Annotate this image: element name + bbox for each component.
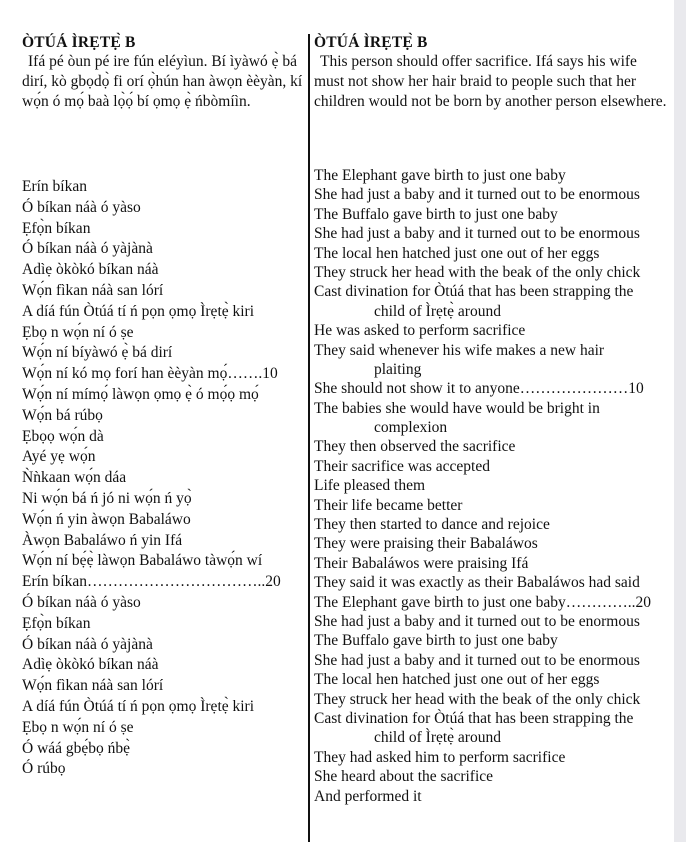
verse-line: Erín bíkan……………………………..20 [22, 573, 281, 591]
yoruba-intro: Ifá pé òun pé ire fún eléyìun. Bí ìyàwó ẹ̀ bá dirí, kò gbọdọ̀ fi orí ọ̀hún han àwọn èèyàn, kí wọ́n ó mọ́ baà lọ̀ọ́ bí ọmọ ẹ̀ ńbòmíìn. [22, 53, 303, 110]
verse-line: They were praising their Babaláwos [314, 535, 538, 553]
verse-line: Ẹbọọ wọ́n dà [22, 427, 104, 445]
verse-line: She had just a baby and it turned out to be enormous [314, 612, 640, 630]
verse-line: Ẹfọ̀n bíkan [22, 219, 91, 237]
verse-line: Ni wọ́n bá ń jó ni wọ́n ń yọ̀ [22, 489, 192, 507]
verse-line-continuation: child of Ìrẹtẹ̀ around [374, 729, 501, 747]
verse-line: Ó bíkan náà ó yàso [22, 198, 141, 216]
yoruba-verses [22, 177, 281, 780]
verse-line: Wọ́n ní bíyàwó ẹ̀ bá dirí [22, 344, 173, 362]
verse-line: Wọ́n ní mímọ́ làwọn ọmọ ẹ̀ ó mọ́ọ mọ́ [22, 385, 259, 403]
verse-line: Wọ́n ní kó mọ forí han èèyàn mọ́…….10 [22, 365, 278, 383]
english-verses [314, 166, 651, 806]
verse-line-continuation: plaiting [374, 360, 422, 378]
verse-line: Ǹǹkaan wọ́n dáa [22, 469, 127, 487]
verse-line: And performed it [314, 787, 422, 805]
verse-line: They struck her head with the beak of the only chick [314, 263, 641, 281]
verse-line: Ayé yẹ wọ́n [22, 448, 96, 466]
verse-line: Wọ́n bá rúbọ [22, 406, 103, 424]
verse-line: The Buffalo gave birth to just one baby [314, 632, 558, 650]
yoruba-column [22, 33, 304, 778]
verse-line: Ó wáá gbẹ́bọ ńbẹ̀ [22, 739, 131, 757]
verse-line: Adìẹ òkòkó bíkan náà [22, 261, 159, 279]
verse-line: Wọ́n fìkan náà san lórí [22, 677, 164, 695]
verse-line: Ó bíkan náà ó yàjànà [22, 635, 153, 653]
verse-line: A díá fún Òtúá tí ń pọn ọmọ Ìrẹtẹ̀ kiri [22, 697, 255, 715]
verse-line: Their life became better [314, 496, 463, 514]
english-column [314, 33, 670, 805]
verse-line: A díá fún Òtúá tí ń pọn ọmọ Ìrẹtẹ̀ kiri [22, 302, 255, 320]
verse-line: She had just a baby and it turned out to be enormous [314, 186, 640, 204]
verse-line: They said it was exactly as their Babaláwos had said [314, 574, 640, 592]
verse-line: Ẹbọ n wọ́n ní ó ṣe [22, 323, 134, 341]
verse-line: She should not show it to anyone…………………10 [314, 380, 644, 398]
verse-line: The local hen hatched just one out of her eggs [314, 671, 600, 689]
verse-line-continuation: child of Ìrẹtẹ̀ around [374, 302, 501, 320]
verse-line: They had asked him to perform sacrifice [314, 748, 566, 766]
verse-line: Life pleased them [314, 477, 426, 495]
verse-line: Ó bíkan náà ó yàso [22, 593, 141, 611]
verse-line: Cast divination for Òtúá that has been strapping the [314, 709, 634, 727]
verse-line: She had just a baby and it turned out to be enormous [314, 225, 640, 243]
verse-line: Wọ́n fìkan náà san lórí [22, 281, 164, 299]
verse-line: The babies she would have would be bright in [314, 399, 600, 417]
column-divider [308, 34, 310, 842]
verse-line: Adìẹ òkòkó bíkan náà [22, 656, 159, 674]
verse-line: The local hen hatched just one out of her eggs [314, 244, 600, 262]
verse-line: Ó bíkan náà ó yàjànà [22, 240, 153, 258]
verse-line: Cast divination for Òtúá that has been strapping the [314, 283, 634, 301]
verse-line: She heard about the sacrifice [314, 768, 494, 786]
verse-line: Àwọn Babaláwo ń yin Ifá [22, 531, 183, 549]
english-intro: This person should offer sacrifice. Ifá says his wife must not show her hair braid to people such that her children would not be born by another person elsewhere. [314, 53, 667, 110]
verse-line: The Elephant gave birth to just one baby…………..20 [314, 593, 652, 611]
verse-line: The Buffalo gave birth to just one baby [314, 205, 558, 223]
verse-line: Ó rúbọ [22, 760, 66, 778]
verse-line: They said whenever his wife makes a new hair [314, 341, 605, 359]
english-title: ÒTÚÁ ÌRẸTẸ̀ B [314, 34, 428, 51]
verse-line: They then observed the sacrifice [314, 438, 516, 456]
verse-line: Wọ́n ń yin àwọn Babaláwo [22, 510, 191, 528]
page-edge [674, 0, 686, 842]
verse-line: The Elephant gave birth to just one baby [314, 167, 566, 184]
verse-line: They struck her head with the beak of the only chick [314, 690, 641, 708]
verse-line: Erín bíkan [22, 178, 87, 195]
verse-line: He was asked to perform sacrifice [314, 322, 526, 340]
verse-line-continuation: complexion [374, 419, 448, 437]
verse-line: She had just a baby and it turned out to be enormous [314, 651, 640, 669]
verse-line: Their sacrifice was accepted [314, 457, 490, 475]
verse-line: Ẹfọ̀n bíkan [22, 614, 91, 632]
verse-line: They then started to dance and rejoice [314, 516, 550, 534]
verse-line: Wọ́n ní bẹ́ẹ̀ làwọn Babaláwo tàwọ́n wí [22, 552, 263, 570]
yoruba-title: ÒTÚÁ ÌRẸTẸ̀ B [22, 34, 136, 51]
verse-line: Ẹbọ n wọ́n ní ó ṣe [22, 718, 134, 736]
verse-line: Their Babaláwos were praising Ifá [314, 554, 529, 572]
